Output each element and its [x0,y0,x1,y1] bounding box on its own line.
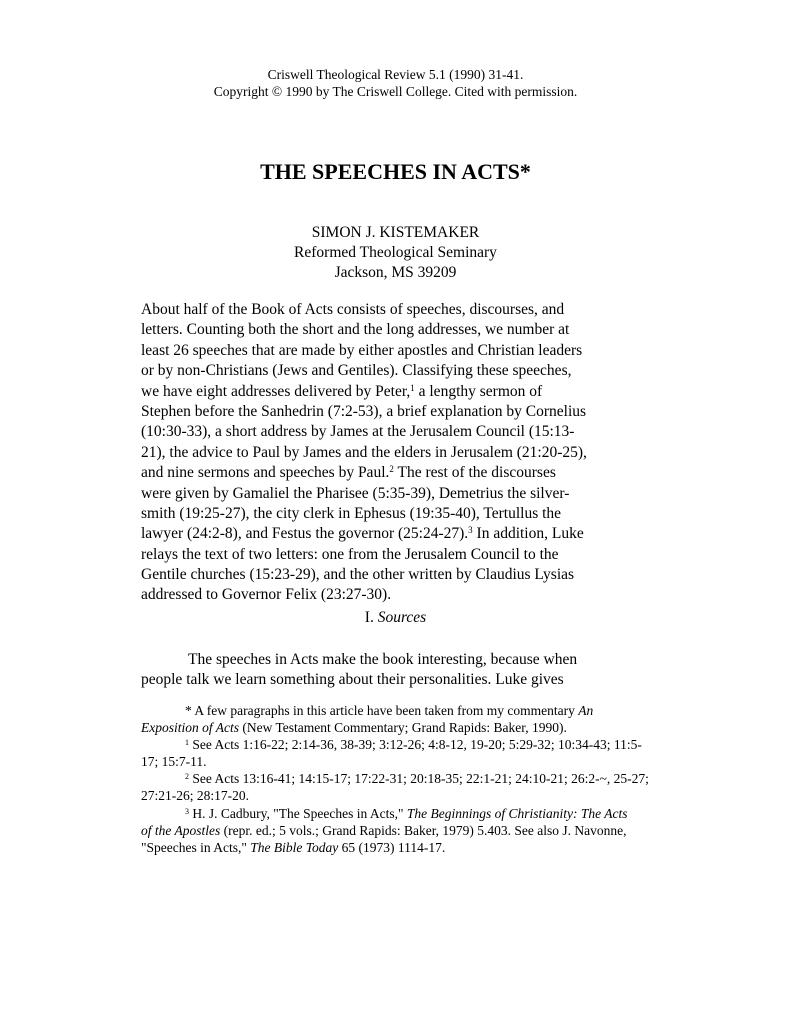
footnote-italic: Exposition of Acts [141,720,239,736]
text-segment: a lengthy sermon of [414,382,543,400]
footnote-text: H. J. Cadbury, "The Speeches in Acts," [189,805,407,821]
text-line: (10:30-33), a short address by James at the Jerusalem Council (15:13- [141,423,575,441]
text-line: people talk we learn something about their personalities. Luke gives [141,671,564,689]
footnote-3-cont [141,839,661,856]
text-line [141,382,651,402]
text-line [141,463,651,483]
text-line: or by non-Christians (Jews and Gentiles). Classifying these speeches, [141,362,572,380]
text-line: addressed to Governor Felix (23:27-30). [141,586,392,604]
footnote-1 [141,736,661,753]
text-line: letters. Counting both the short and the long addresses, we number at [141,321,570,339]
footnote-text: "Speeches in Acts," [141,839,251,855]
footnote-2-cont: 27:21-26; 28:17-20. [141,788,249,804]
footnote-ref-1[interactable]: 1 [410,382,415,393]
footnote-mark: 2 [185,772,189,782]
footnote-text: 65 (1973) 1114-17. [338,839,446,855]
citation-line: Criswell Theological Review 5.1 (1990) 31-41. [267,67,524,82]
text-segment: The rest of the discourses [393,464,556,482]
footnote-ref-3[interactable]: 3 [468,525,473,536]
footnotes [141,702,661,856]
footnote-text: (New Testament Commentary; Grand Rapids: Baker, 1990). [239,720,567,736]
author-name: SIMON J. KISTEMAKER [311,224,480,241]
text-segment: we have eight addresses delivered by Peter, [141,382,411,400]
footnote-text: See Acts 1:16-22; 2:14-36, 38-39; 3:12-26; 4:8-12, 19-20; 5:29-32; 10:34-43; 11:5- [189,737,642,753]
footnote-mark: 3 [185,806,189,816]
section-heading [0,608,791,628]
footnote-text: (repr. ed.; 5 vols.; Grand Rapids: Baker, 1979) 5.403. See also J. Navonne, [220,822,627,838]
footnote-italic: The Beginnings of Christianity: The Acts [406,805,628,821]
paragraph-intro [141,300,651,606]
footnote-star-cont [141,719,661,736]
section-title: Sources [377,609,427,626]
text-segment: lawyer (24:2-8), and Festus the governor (25:24-27). [141,525,469,543]
text-line: Gentile churches (15:23-29), and the other written by Claudius Lysias [141,566,575,584]
footnote-2 [141,770,661,787]
text-segment: and nine sermons and speeches by Paul. [141,464,390,482]
text-line: The speeches in Acts make the book interesting, because when [188,651,578,668]
paragraph-sources [141,650,651,691]
footnote-mark: 1 [185,738,189,748]
text-line [141,524,651,544]
footnote-star [141,702,661,719]
footnote-mark: * [185,703,192,718]
footnote-italic: of the Apostles [141,822,221,838]
author-block [0,223,791,283]
text-line: smith (19:25-27), the city clerk in Ephesus (19:35-40), Tertullus the [141,504,562,522]
text-line: least 26 speeches that are made by either apostles and Christian leaders [141,341,583,359]
section-numeral: I. [364,609,374,626]
footnote-text: See Acts 13:16-41; 14:15-17; 17:22-31; 20:18-35; 22:1-21; 24:10-21; 26:2-~, 25-27; [189,771,649,787]
footnote-3 [141,805,661,822]
footnote-italic: An [578,703,594,718]
author-location: Jackson, MS 39209 [334,264,457,281]
text-line: 21), the advice to Paul by James and the elders in Jerusalem (21:20-25), [141,443,587,461]
footnote-italic: The Bible Today [250,839,339,855]
text-line: About half of the Book of Acts consists of speeches, discourses, and [141,301,565,318]
footnote-3-cont [141,822,661,839]
text-line: Stephen before the Sanhedrin (7:2-53), a brief explanation by Cornelius [141,402,587,420]
author-institution: Reformed Theological Seminary [294,244,497,261]
copyright-line: Copyright © 1990 by The Criswell College. Cited with permission. [213,84,578,99]
article-title: THE SPEECHES IN ACTS* [260,159,531,184]
footnote-ref-2[interactable]: 2 [389,464,394,475]
text-segment: In addition, Luke [472,525,584,543]
text-line: relays the text of two letters: one from the Jerusalem Council to the [141,545,559,563]
footnote-1-cont: 17; 15:7-11. [141,754,207,770]
text-line: were given by Gamaliel the Pharisee (5:35-39), Demetrius the silver- [141,484,570,502]
footnote-text: A few paragraphs in this article have been taken from my commentary [191,703,579,718]
